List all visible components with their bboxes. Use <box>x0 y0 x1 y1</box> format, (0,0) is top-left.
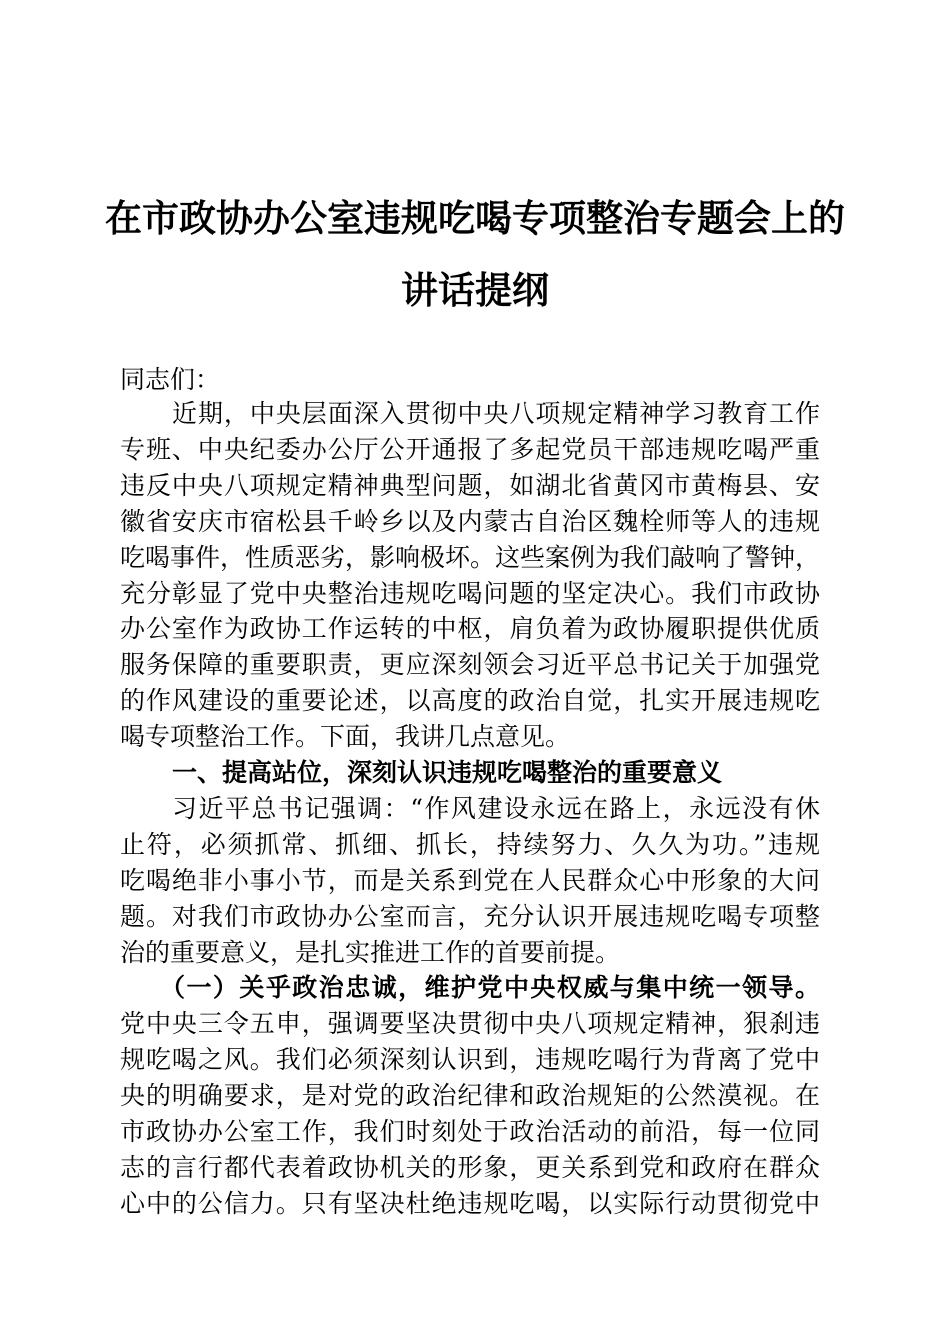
document-title-line-1: 在市政协办公室违规吃喝专项整治专题会上的 <box>105 196 845 240</box>
paragraph-line: 止符，必须抓常、抓细、抓长，持续努力、久久为功。”违规 <box>120 829 820 859</box>
paragraph-line: 央的明确要求，是对党的政治纪律和政治规矩的公然漠视。在 <box>120 1081 820 1111</box>
paragraph-line: 徽省安庆市宿松县千岭乡以及内蒙古自治区魏栓师等人的违规 <box>120 506 820 536</box>
paragraph-line: 喝专项整治工作。下面，我讲几点意见。 <box>120 722 571 752</box>
paragraph-line: 规吃喝之风。我们必须深刻认识到，违规吃喝行为背离了党中 <box>120 1045 820 1075</box>
subsection-heading: （一）关乎政治忠诚，维护党中央权威与集中统一领导。 <box>160 973 820 1003</box>
paragraph-line: 心中的公信力。只有坚决杜绝违规吃喝，以实际行动贯彻党中 <box>120 1188 820 1218</box>
paragraph-line: 充分彰显了党中央整治违规吃喝问题的坚定决心。我们市政协 <box>120 578 820 608</box>
paragraph-line: 专班、中央纪委办公厅公开通报了多起党员干部违规吃喝严重 <box>120 434 820 464</box>
paragraph-line: 服务保障的重要职责，更应深刻领会习近平总书记关于加强党 <box>120 650 820 680</box>
paragraph-line: 市政协办公室工作，我们时刻处于政治活动的前沿，每一位同 <box>120 1117 820 1146</box>
paragraph-line: 习近平总书记强调：“作风建设永远在路上，永远没有休 <box>172 793 820 823</box>
document-title-line-2: 讲话提纲 <box>401 268 549 312</box>
paragraph-line: 志的言行都代表着政协机关的形象，更关系到党和政府在群众 <box>120 1152 820 1182</box>
salutation: 同志们： <box>120 365 221 394</box>
paragraph-line: 吃喝事件，性质恶劣，影响极坏。这些案例为我们敲响了警钟， <box>120 542 821 572</box>
paragraph-line: 违反中央八项规定精神典型问题，如湖北省黄冈市黄梅县、安 <box>120 470 820 500</box>
paragraph-line: 党中央三令五申，强调要坚决贯彻中央八项规定精神，狠刹违 <box>120 1009 820 1039</box>
paragraph-line: 吃喝绝非小事小节，而是关系到党在人民群众心中形象的大问 <box>120 865 820 895</box>
paragraph-line: 近期，中央层面深入贯彻中央八项规定精神学习教育工作 <box>172 399 820 428</box>
paragraph-line: 治的重要意义，是扎实推进工作的首要前提。 <box>120 937 621 967</box>
paragraph-line: 的作风建设的重要论述，以高度的政治自觉，扎实开展违规吃 <box>120 686 820 716</box>
paragraph-line: 办公室作为政协工作运转的中枢，肩负着为政协履职提供优质 <box>120 614 820 644</box>
paragraph-line: 题。对我们市政协办公室而言，充分认识开展违规吃喝专项整 <box>120 901 820 931</box>
section-heading: 一、提高站位，深刻认识违规吃喝整治的重要意义 <box>172 758 723 787</box>
